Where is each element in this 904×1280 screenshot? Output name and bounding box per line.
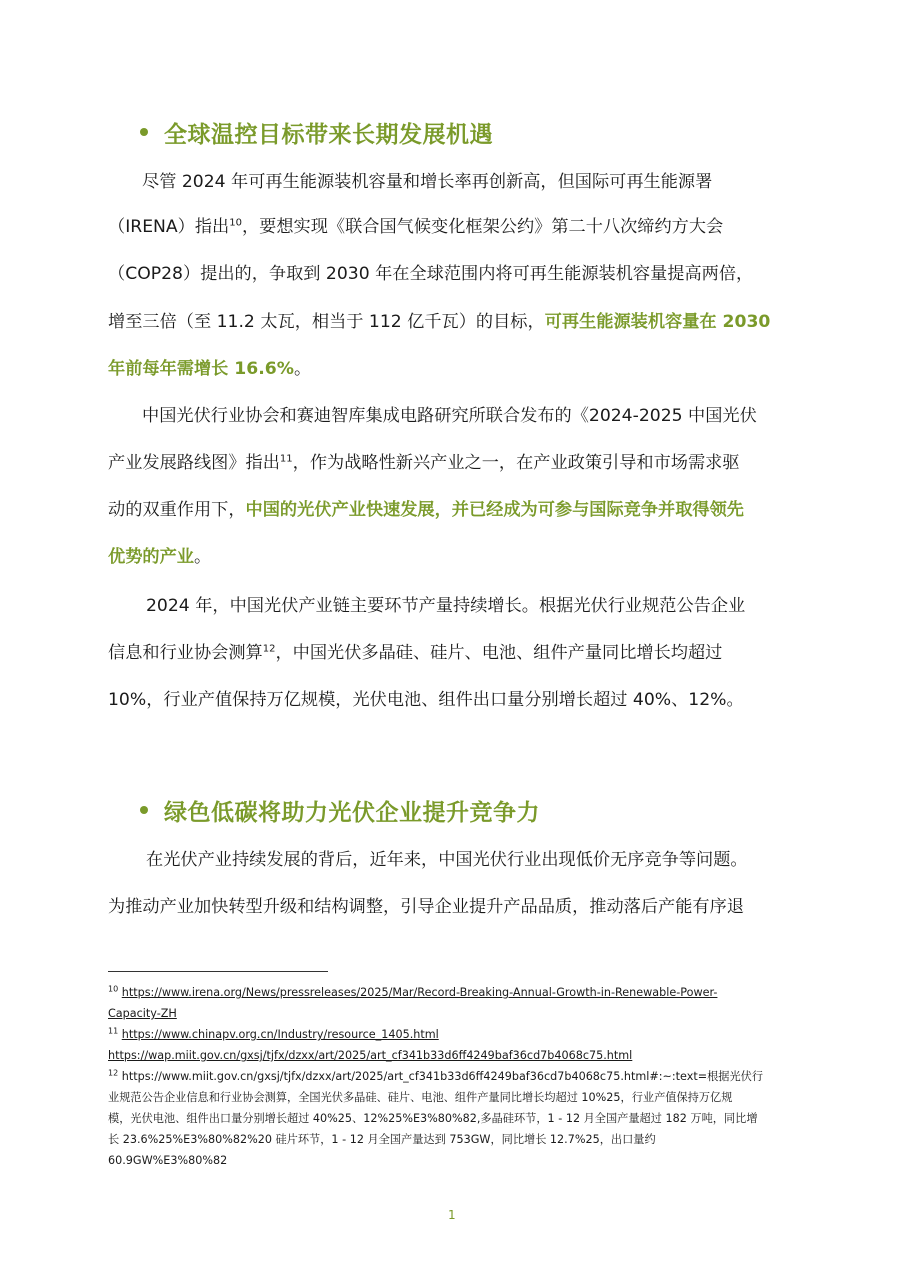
footnote-12-line-2: [108, 1090, 732, 1106]
footnote-ref-11[interactable]: 11: [279, 453, 293, 465]
text-span: （COP28）提出的，争取到 2030 年在全球范围内将可再生能源装机容量提高两倍，: [108, 264, 754, 284]
paragraph-1-line-5: [108, 357, 311, 381]
text-span: 2024 年，中国光伏产业链主要环节产量持续增长。根据光伏行业规范公告企业: [146, 596, 746, 616]
footnote-ref-12[interactable]: 12: [262, 643, 276, 655]
text-span: ，要想实现《联合国气候变化框架公约》第二十八次缔约方大会: [241, 217, 724, 237]
paragraph-4-line-2: [108, 895, 744, 919]
text-span: 60.9GW%E3%80%82: [108, 1154, 228, 1167]
text-span: 增至三倍（至 11.2 太瓦，相当于 112 亿千瓦）的目标，: [108, 312, 545, 332]
paragraph-1-line-2: [108, 215, 723, 239]
text-span: （IRENA）指出: [108, 217, 230, 237]
paragraph-1-line-3: [108, 262, 753, 286]
text-span: https://www.miit.gov.cn/gxsj/tjfx/dzxx/art/2025/art_cf341b33d6ff4249baf36cd7b4068c75.html#:~:text=根据光伏行: [121, 1070, 764, 1083]
text-span: 产业发展路线图》指出: [108, 453, 280, 473]
footnote-number: 12: [108, 1068, 119, 1078]
footnote-10-line-2: [108, 1006, 177, 1022]
text-span: 动的双重作用下，: [108, 500, 246, 520]
paragraph-2-line-4: [108, 545, 211, 569]
footnote-11-link-1[interactable]: https://www.chinapv.org.cn/Industry/resource_1405.html: [121, 1028, 439, 1041]
text-span: 为推动产业加快转型升级和结构调整，引导企业提升产品品质，推动落后产能有序退: [108, 897, 744, 917]
section-heading-2: 绿色低碳将助力光伏企业提升竞争力: [164, 800, 540, 826]
bullet-icon: [140, 128, 148, 136]
paragraph-1-line-1: [142, 170, 712, 194]
paragraph-3-line-3: [108, 688, 744, 712]
footnote-12-line-3: [108, 1111, 758, 1127]
paragraph-2-line-2: [108, 451, 740, 475]
paragraph-3-line-2: [108, 641, 722, 665]
paragraph-1-line-4: [108, 310, 770, 334]
text-span: 信息和行业协会测算: [108, 643, 263, 663]
text-span: 业规范公告企业信息和行业协会测算，全国光伏多晶硅、硅片、电池、组件产量同比增长均超过 10%25，行业产值保持万亿规: [108, 1091, 733, 1104]
highlight-text: 可再生能源装机容量在 2030: [544, 312, 771, 332]
paragraph-4-line-1: [146, 848, 748, 872]
footnote-10-link[interactable]: https://www.irena.org/News/pressreleases/2025/Mar/Record-Breaking-Annual-Growth-in-Renewable-Power-: [121, 986, 718, 999]
text-span: ，作为战略性新兴产业之一，在产业政策引导和市场需求驱: [292, 453, 740, 473]
paragraph-3-line-1: [146, 594, 745, 618]
text-span: 在光伏产业持续发展的背后，近年来，中国光伏行业出现低价无序竞争等问题。: [146, 850, 748, 870]
text-span: ，中国光伏多晶硅、硅片、电池、组件产量同比增长均超过: [275, 643, 723, 663]
footnote-12-line-1: [108, 1069, 763, 1085]
footnote-number: 11: [108, 1026, 119, 1036]
footnote-11-link-2[interactable]: https://wap.miit.gov.cn/gxsj/tjfx/dzxx/art/2025/art_cf341b33d6ff4249baf36cd7b4068c75.html: [108, 1049, 633, 1062]
paragraph-2-line-3: [108, 498, 744, 522]
bullet-icon: [140, 806, 148, 814]
footnote-11-line-2: [108, 1048, 632, 1064]
text-span: 模，光伏电池、组件出口量分别增长超过 40%25、12%25%E3%80%82,多晶硅环节，1 - 12 月全国产量超过 182 万吨，同比增: [108, 1112, 758, 1125]
text-span: 尽管 2024 年可再生能源装机容量和增长率再创新高，但国际可再生能源署: [142, 172, 713, 192]
text-span: 10%，行业产值保持万亿规模，光伏电池、组件出口量分别增长超过 40%、12%。: [108, 690, 744, 710]
highlight-text: 优势的产业: [108, 547, 194, 567]
footnote-11-line-1: [108, 1027, 439, 1043]
highlight-text: 年前每年需增长 16.6%: [108, 359, 294, 379]
highlight-text: 中国的光伏产业快速发展，并已经成为可参与国际竞争并取得领先: [245, 500, 744, 520]
text-span: 。: [193, 547, 212, 567]
footnote-divider: [108, 971, 328, 972]
section-heading-1: 全球温控目标带来长期发展机遇: [164, 122, 493, 148]
footnote-10-link-cont[interactable]: Capacity-ZH: [108, 1007, 177, 1020]
footnote-10-line-1: [108, 985, 717, 1001]
page-number: 1: [448, 1208, 456, 1222]
footnote-number: 10: [108, 984, 119, 994]
text-span: 。: [293, 359, 312, 379]
paragraph-2-line-1: [142, 404, 757, 428]
footnote-12-line-4: [108, 1132, 656, 1148]
text-span: 长 23.6%25%E3%80%82%20 硅片环节，1 - 12 月全国产量达到 753GW，同比增长 12.7%25，出口量约: [108, 1133, 656, 1146]
footnote-12-line-5: [108, 1153, 227, 1169]
text-span: 中国光伏行业协会和赛迪智库集成电路研究所联合发布的《2024-2025 中国光伏: [142, 406, 757, 426]
footnote-ref-10[interactable]: 10: [229, 217, 242, 229]
